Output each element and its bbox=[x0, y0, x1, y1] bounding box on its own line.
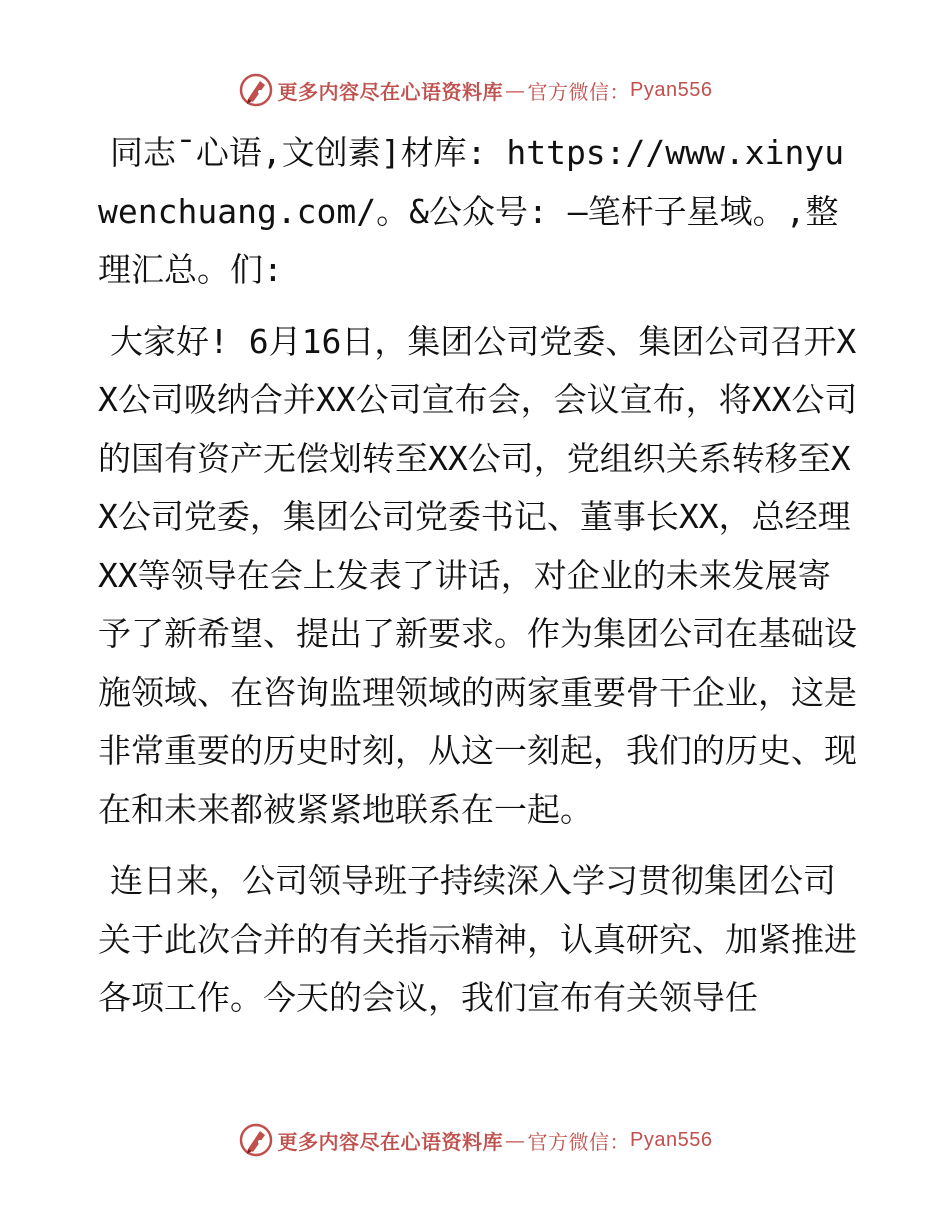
pen-logo-icon bbox=[238, 72, 274, 108]
footer-wechat-label: 官方微信： bbox=[527, 1129, 631, 1154]
document-body bbox=[98, 124, 858, 1028]
footer-dash: — bbox=[505, 1128, 526, 1152]
paragraph-salutation: 同志¯心语,文创素]材库: https://www.xinyuwenchuang.com/。&公众号: —笔杆子星域。,整理汇总。们: bbox=[98, 133, 845, 289]
header-wechat-label: 官方微信： bbox=[527, 79, 631, 104]
header-wechat-id: Pyan556 bbox=[630, 78, 713, 101]
footer-wechat-id: Pyan556 bbox=[630, 1128, 713, 1151]
footer-banner bbox=[0, 1120, 950, 1160]
paragraph-announcement: 大家好! 6月16日，集团公司党委、集团公司召开XX公司吸纳合并XX公司宣布会，会议宣布，将XX公司的国有资产无偿划转至XX公司，党组织关系转移至XX公司党委，集团公司党委书记、董事长XX，总经理XX等领导在会上发表了讲话，对企业的未来发展寄予了新希望、提出了新要求。作为集团公司在基础设施领域、在咨询监理领域的两家重要骨干企业，这是非常重要的历史时刻，从这一刻起，我们的历史、现在和未来都被紧紧地联系在一起。 bbox=[98, 321, 858, 829]
header-site-name: 更多内容尽在心语资料库 bbox=[277, 79, 504, 104]
footer-site-name: 更多内容尽在心语资料库 bbox=[277, 1129, 504, 1154]
pen-logo-icon bbox=[238, 1122, 274, 1158]
header-banner bbox=[0, 70, 950, 110]
header-dash: — bbox=[505, 78, 526, 102]
paragraph-work-progress: 连日来，公司领导班子持续深入学习贯彻集团公司关于此次合并的有关指示精神，认真研究、加紧推进各项工作。今天的会议，我们宣布有关领导任 bbox=[98, 861, 857, 1017]
